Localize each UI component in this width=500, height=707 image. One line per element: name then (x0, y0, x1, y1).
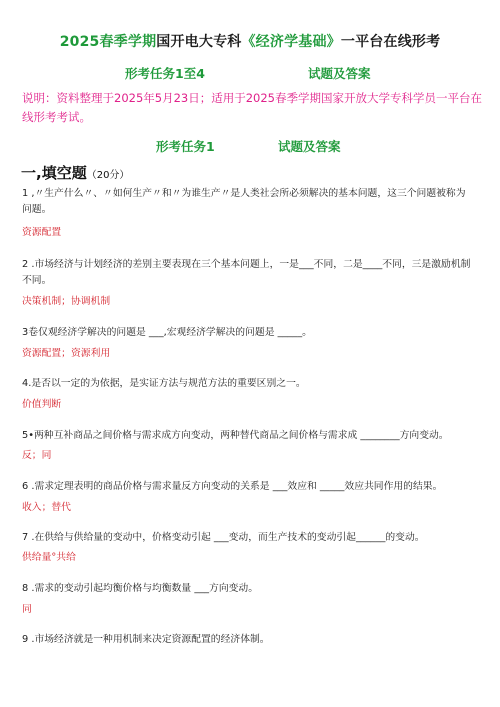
title-course: 《经济学基础》 (241, 34, 341, 50)
answer-4: 价值判断 (22, 399, 62, 410)
answer-1: 资源配置 (22, 227, 62, 238)
document-title (0, 31, 500, 51)
task-heading: 形考任务1 (156, 139, 215, 154)
question-5: 5•两种互补商品之间价格与需求成方向变动，两种替代商品之间价格与需求成 ________方向变动。 (22, 430, 449, 441)
task-answers-heading: 试题及答案 (278, 139, 341, 154)
answer-8: 同 (22, 604, 32, 615)
question-2: 2 .市场经济与计划经济的差别主要表现在三个基本问题上，一是___不同，二是____不同，三是激励机制不同。 (22, 259, 471, 286)
answer-2: 决策机制；协调机制 (22, 296, 111, 307)
answer-6: 收入；替代 (22, 502, 71, 513)
question-9: 9 .市场经济就是一种用机制来决定资源配置的经济体制。 (22, 634, 270, 645)
subtitle-answers: 试题及答案 (308, 66, 371, 81)
question-3: 3卷仅观经济学解决的问题是 ___,宏观经济学解决的问题是 _____。 (22, 327, 312, 338)
answer-7: 供给量°共给 (22, 552, 76, 563)
title-platform: 一平台在线形考 (340, 34, 441, 50)
question-1: 1 ,〃生产什么〃、〃如何生产〃和〃为谁生产〃是人类社会所必须解决的基本问题，这三个问题被称为 问题。 (22, 188, 466, 215)
title-term: 2025春季学期 (59, 34, 157, 50)
section-title: 一,填空题 (21, 164, 87, 182)
question-6: 6 .需求定理表明的商品价格与需求量反方向变动的关系是 ___效应和 _____效应共同作用的结果。 (22, 481, 443, 492)
document-note: 说明：资料整理于2025年5月23日；适用于2025春季学期国家开放大学专科学员一平台在线形考考试。 (22, 91, 482, 124)
question-7: 7 .在供给与供给量的变动中，价格变动引起 ___变动，而生产技术的变动引起______的变动。 (22, 532, 425, 543)
section-heading (21, 162, 129, 183)
section-points: （20分） (86, 170, 130, 181)
title-school: 国开电大专科 (156, 34, 242, 50)
question-8: 8 .需求的变动引起均衡价格与均衡数量 ___方向变动。 (22, 583, 259, 594)
question-4: 4.是否以一定的为依据，是实证方法与规范方法的重要区别之一。 (22, 378, 306, 389)
answer-5: 反；同 (22, 450, 52, 461)
subtitle-tasks: 形考任务1至4 (125, 66, 205, 81)
answer-3: 资源配置；资源利用 (22, 348, 111, 359)
